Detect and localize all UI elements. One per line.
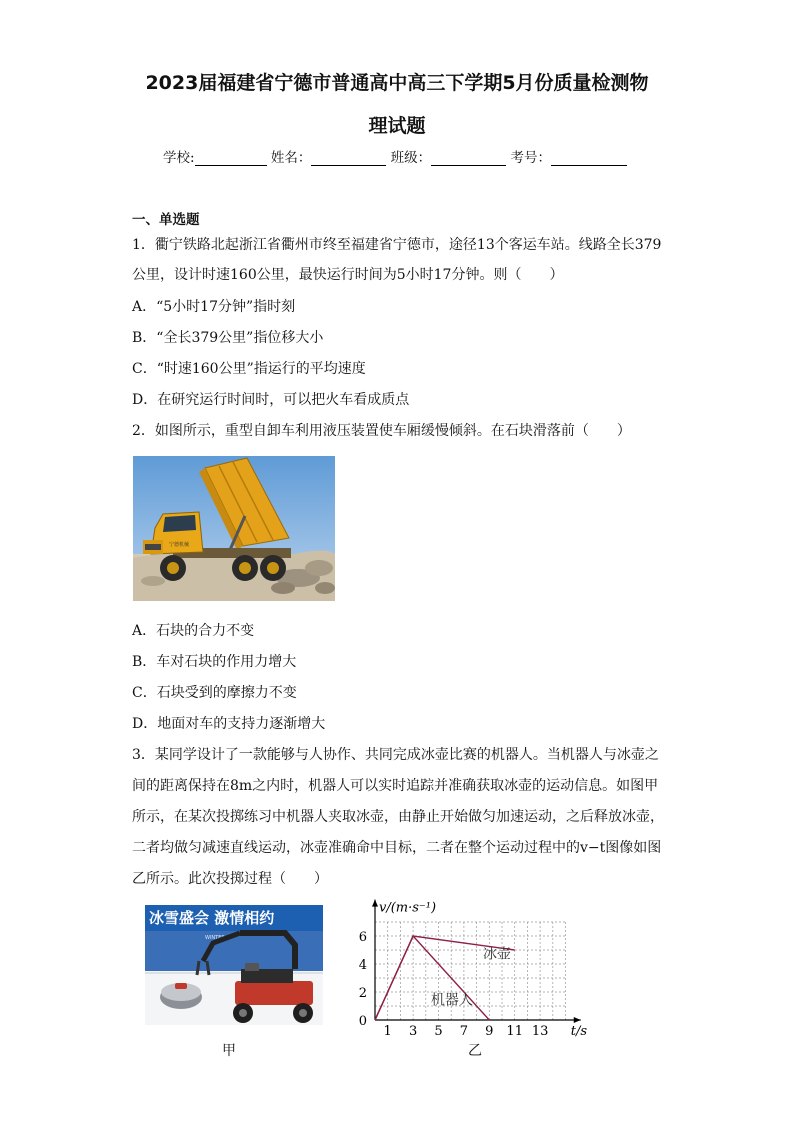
figure-caption-yi: 乙 bbox=[468, 1043, 482, 1059]
q2-stem: 2．如图所示，重型自卸车利用液压装置使车厢缓慢倾斜。在石块滑落前（ ） bbox=[132, 423, 631, 439]
q1-option-d[interactable]: D．在研究运行时间时，可以把火车看成质点 bbox=[132, 392, 410, 408]
school-blank[interactable] bbox=[195, 151, 267, 166]
name-blank[interactable] bbox=[311, 151, 386, 166]
q3-stem-line3: 所示，在某次投掷练习中机器人夹取冰壶，由静止开始做匀加速运动，之后释放冰壶， bbox=[132, 809, 664, 825]
name-label: 姓名： bbox=[270, 150, 312, 166]
section-title: 一、单选题 bbox=[132, 212, 200, 228]
velocity-time-chart bbox=[345, 890, 605, 1040]
y-tick-label: 2 bbox=[358, 986, 367, 1001]
exam-title-line2: 理试题 bbox=[368, 115, 426, 137]
q1-option-c[interactable]: C．“时速160公里”指运行的平均速度 bbox=[132, 361, 366, 377]
q1-option-b[interactable]: B．“全长379公里”指位移大小 bbox=[132, 330, 324, 346]
q3-stem-line1: 3．某同学设计了一款能够与人协作、共同完成冰壶比赛的机器人。当机器人与冰壶之 bbox=[132, 747, 659, 763]
y-tick-label: 0 bbox=[358, 1014, 367, 1029]
series-label-curling-stone: 冰壶 bbox=[482, 946, 511, 963]
banner-subtext: WINTER bbox=[205, 935, 225, 941]
x-axis-arrow bbox=[574, 1017, 581, 1023]
school-label: 学校: bbox=[163, 150, 195, 166]
y-tick-label: 4 bbox=[358, 958, 367, 973]
q3-stem-line2: 间的距离保持在8m之内时，机器人可以实时追踪并准确获取冰壶的运动信息。如图甲 bbox=[132, 778, 659, 794]
x-tick-label: 13 bbox=[531, 1024, 549, 1039]
y-axis-label: v/(m·s⁻¹) bbox=[379, 900, 437, 916]
q3-stem-line4: 二者均做匀减速直线运动，冰壶准确命中目标，二者在整个运动过程中的v−t图像如图 bbox=[132, 840, 662, 856]
x-tick-label: 7 bbox=[459, 1024, 469, 1039]
x-tick-label: 3 bbox=[408, 1024, 418, 1039]
q1-stem-line1: 1．衢宁铁路北起浙江省衢州市终至福建省宁德市，途径13个客运车站。线路全长379 bbox=[132, 237, 662, 253]
q2-option-c[interactable]: C．石块受到的摩擦力不变 bbox=[132, 685, 297, 701]
x-tick-label: 1 bbox=[383, 1024, 392, 1039]
exam-number-label: 考号： bbox=[510, 150, 551, 166]
q1-option-a[interactable]: A．“5小时17分钟”指时刻 bbox=[132, 299, 296, 315]
exam-title-line1: 2023届福建省宁德市普通高中高三下学期5月份质量检测物 bbox=[145, 72, 649, 94]
q2-option-d[interactable]: D．地面对车的支持力逐渐增大 bbox=[132, 716, 326, 732]
banner-text: 冰雪盛会 激情相约 bbox=[149, 909, 275, 927]
truck-plate-text: 宁德机械 bbox=[169, 542, 190, 548]
x-axis-label: t/s bbox=[570, 1024, 588, 1039]
y-tick-label: 6 bbox=[358, 930, 367, 945]
x-tick-label: 11 bbox=[506, 1024, 523, 1039]
y-axis-arrow bbox=[372, 900, 378, 907]
q3-stem-line5: 乙所示。此次投掷过程（ ） bbox=[132, 871, 328, 887]
q2-option-b[interactable]: B．车对石块的作用力增大 bbox=[132, 654, 297, 670]
curling-robot-photo bbox=[145, 905, 323, 1025]
series-label-robot: 机器人 bbox=[430, 992, 473, 1009]
x-tick-label: 9 bbox=[485, 1024, 494, 1039]
class-blank[interactable] bbox=[431, 151, 506, 166]
class-label: 班级： bbox=[390, 150, 432, 166]
x-tick-label: 5 bbox=[434, 1024, 443, 1039]
q2-option-a[interactable]: A．石块的合力不变 bbox=[132, 623, 255, 639]
figure-caption-jia: 甲 bbox=[222, 1043, 236, 1059]
student-info-fields bbox=[163, 146, 627, 166]
dump-truck-photo bbox=[133, 456, 335, 601]
exam-number-blank[interactable] bbox=[551, 151, 627, 166]
q1-stem-line2: 公里，设计时速160公里，最快运行时间为5小时17分钟。则（ ） bbox=[132, 267, 564, 283]
